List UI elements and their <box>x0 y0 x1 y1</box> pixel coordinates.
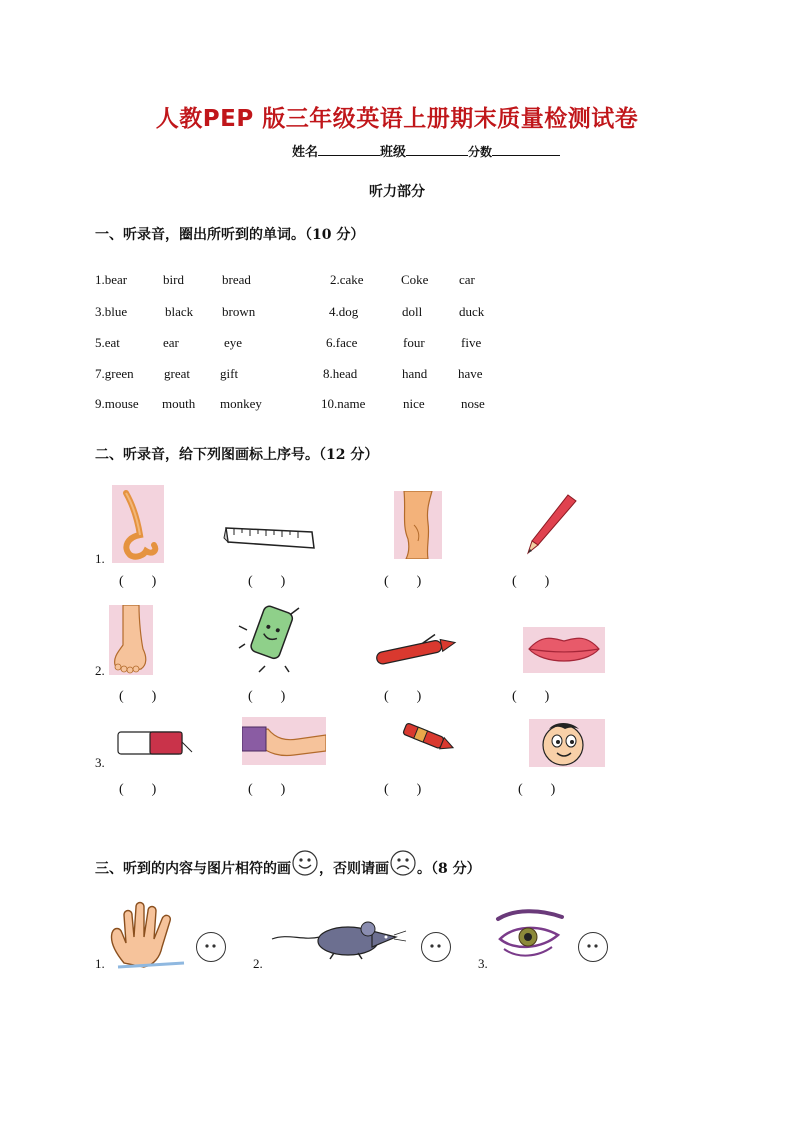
word-cell[interactable]: nice <box>403 396 425 411</box>
section-1-title: 一、听录音，圈出所听到的单词。（10 分） <box>95 227 365 243</box>
word-cell[interactable]: monkey <box>220 396 262 411</box>
answer-parentheses[interactable]: ( ) <box>248 782 286 797</box>
word-cell[interactable]: hand <box>402 366 428 381</box>
word-cell[interactable]: four <box>403 335 425 350</box>
section-3-title <box>95 849 481 878</box>
answer-face-circle[interactable] <box>578 932 608 962</box>
word-cell[interactable]: 9.mouse <box>95 396 139 411</box>
mouse-picture <box>268 913 408 963</box>
word-cell[interactable]: ear <box>163 335 179 350</box>
class-blank[interactable] <box>406 143 468 156</box>
score-blank[interactable] <box>492 143 560 156</box>
answer-parentheses[interactable]: ( ) <box>119 574 157 589</box>
item-number: 1. <box>95 956 105 971</box>
answer-parentheses[interactable]: ( ) <box>119 782 157 797</box>
word-cell[interactable]: 2.cake <box>330 272 364 287</box>
answer-parentheses[interactable]: ( ) <box>512 689 550 704</box>
word-cell[interactable]: bread <box>222 272 251 287</box>
item-number: 3. <box>478 956 488 971</box>
arm-picture <box>242 717 326 765</box>
word-cell[interactable]: five <box>461 335 482 350</box>
word-cell[interactable]: 4.dog <box>329 304 359 319</box>
answer-parentheses[interactable]: ( ) <box>512 574 550 589</box>
listening-section-label: 听力部分 <box>369 184 425 200</box>
word-cell[interactable]: 3.blue <box>95 304 128 319</box>
page-title: 人教PEP 版三年级英语上册期末质量检测试卷 <box>155 106 639 132</box>
answer-parentheses[interactable]: ( ) <box>518 782 556 797</box>
row-number: 2. <box>95 663 105 678</box>
word-cell[interactable]: brown <box>222 304 256 319</box>
word-cell[interactable]: 6.face <box>326 335 358 350</box>
word-cell[interactable]: eye <box>224 335 243 350</box>
name-blank[interactable] <box>318 143 380 156</box>
pencil-picture <box>524 491 582 557</box>
row-number: 1. <box>95 551 105 566</box>
answer-parentheses[interactable]: ( ) <box>384 782 422 797</box>
word-cell[interactable]: 5.eat <box>95 335 120 350</box>
answer-parentheses[interactable]: ( ) <box>248 574 286 589</box>
word-cell[interactable]: black <box>165 304 194 319</box>
answer-parentheses[interactable]: ( ) <box>248 689 286 704</box>
sad-face-icon <box>389 849 417 877</box>
answer-face-circle[interactable] <box>421 932 451 962</box>
word-cell[interactable]: mouth <box>162 396 196 411</box>
smiley-face-icon <box>291 849 319 877</box>
answer-parentheses[interactable]: ( ) <box>384 689 422 704</box>
word-cell[interactable]: 8.head <box>323 366 358 381</box>
mouth-picture <box>523 627 605 673</box>
student-info-line <box>292 141 560 160</box>
eye-picture <box>492 905 568 965</box>
word-cell[interactable]: nose <box>461 396 485 411</box>
word-cell[interactable]: doll <box>402 304 423 319</box>
pencil-box-picture <box>114 726 194 760</box>
section-3-title-part3: 。（8 分） <box>417 861 481 877</box>
row-number: 3. <box>95 755 105 770</box>
word-cell[interactable]: have <box>458 366 483 381</box>
word-cell[interactable]: gift <box>220 366 239 381</box>
word-cell[interactable]: 10.name <box>321 396 366 411</box>
section-2-title: 二、听录音，给下列图画标上序号。（12 分） <box>95 447 379 463</box>
word-cell[interactable]: car <box>459 272 475 287</box>
word-cell[interactable]: great <box>164 366 190 381</box>
crayon-picture <box>397 720 461 756</box>
leg-picture <box>394 491 442 559</box>
class-label: 班级 <box>380 145 407 160</box>
pen-picture <box>368 633 462 669</box>
eraser-picture <box>237 600 303 674</box>
word-cell[interactable]: 1.bear <box>95 272 128 287</box>
answer-face-circle[interactable] <box>196 932 226 962</box>
face-picture <box>529 719 605 767</box>
item-number: 2. <box>253 956 263 971</box>
nose-picture <box>112 485 164 563</box>
word-cell[interactable]: Coke <box>401 272 429 287</box>
section-3-title-part2: ，否则请画 <box>319 861 389 877</box>
name-label: 姓名 <box>292 145 319 160</box>
ruler-picture <box>222 520 318 554</box>
answer-parentheses[interactable]: ( ) <box>119 689 157 704</box>
score-label: 分数 <box>468 145 493 159</box>
word-cell[interactable]: 7.green <box>95 366 134 381</box>
word-cell[interactable]: bird <box>163 272 184 287</box>
foot-picture <box>109 605 153 675</box>
section-3-title-part1: 三、听到的内容与图片相符的画 <box>95 861 291 877</box>
answer-parentheses[interactable]: ( ) <box>384 574 422 589</box>
word-cell[interactable]: duck <box>459 304 485 319</box>
hand-picture <box>104 897 194 969</box>
